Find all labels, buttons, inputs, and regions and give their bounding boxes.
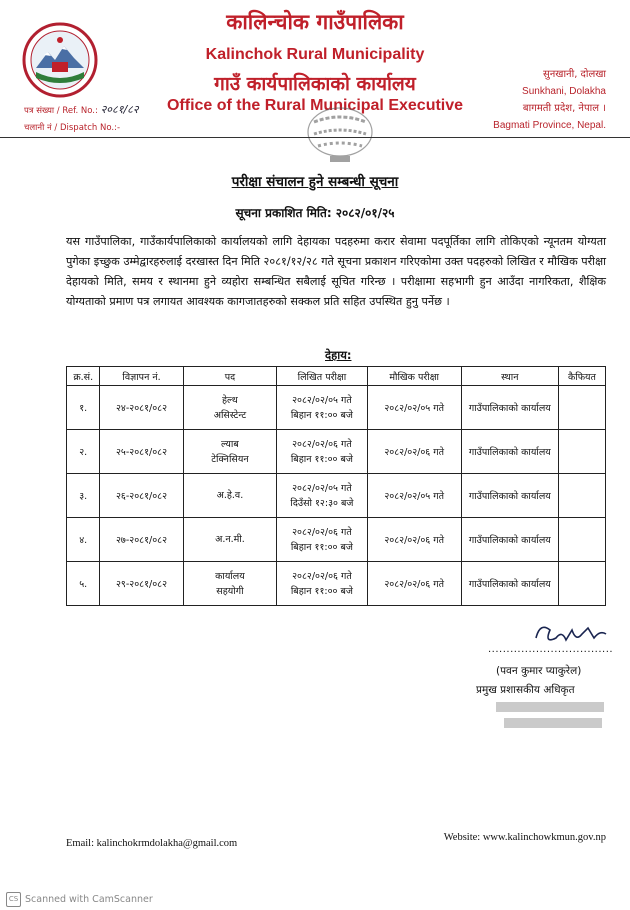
signatory-name: (पवन कुमार प्याकुरेल) [496, 665, 582, 677]
cell-post: अ.न.मी. [183, 518, 277, 562]
cell-adv-no: २९-२०८१/०८२ [100, 562, 183, 606]
cell-written-exam: २०८२/०२/०६ गते बिहान ११:०० बजे [277, 518, 367, 562]
cell-remarks [558, 386, 605, 430]
cell-written-exam: २०८२/०२/०५ गते दिउँसो १२:३० बजे [277, 474, 367, 518]
cell-oral-exam: २०८२/०२/०५ गते [367, 386, 461, 430]
notice-title: परीक्षा संचालन हुने सम्बन्धी सूचना [231, 174, 399, 190]
notice-body: यस गाउँपालिका, गाउँकार्यपालिकाको कार्यालयको लागि देहायका पदहरुमा करार सेवामा पदपूर्तिका लागि तोकिएको न्यूनतम योग्यता पुगेका इच्छुक उम्मेद्वारहरुलाई दरखास्त दिन मिति २०८१/१२/२८ गते सूचना प्रकाशन गरिएकोमा उक्त पदहरुको लिखित र मौखिक परीक्षा देहायको मिति, समय र स्थानमा हुने व्यहोरा सम्बन्धित सबैलाई सूचित गरिन्छ । परीक्षामा सहभागी हुन आउँदा नागरिकता, शैक्षिक योग्यताको प्रमाण पत्र लगायत आवश्यक कागजातहरुको सक्कल प्रति सहित उपस्थित हुनु पर्नेछ । [66, 235, 606, 308]
cell-oral-exam: २०८२/०२/०६ गते [367, 430, 461, 474]
table-caption: देहाय: [325, 348, 352, 362]
cell-oral-exam: २०८२/०२/०६ गते [367, 518, 461, 562]
cell-place: गाउँपालिकाको कार्यालय [461, 430, 558, 474]
cell-adv-no: २५-२०८१/०८२ [100, 430, 183, 474]
english-office-name: Office of the Rural Municipal Executive [166, 97, 464, 114]
signatory-designation: प्रमुख प्रशासकीय अधिकृत [476, 684, 575, 696]
cell-remarks [558, 430, 605, 474]
header-oral-exam: मौखिक परीक्षा [367, 367, 461, 386]
ref-no-value: २०८१/८२ [100, 103, 139, 116]
cell-remarks [558, 562, 605, 606]
header-adv-no: विज्ञापन नं. [100, 367, 183, 386]
footer-website: Website: www.kalinchowkmun.gov.np [443, 832, 606, 843]
header-remarks: कैफियत [558, 367, 605, 386]
cell-sn: २. [67, 430, 100, 474]
name-stamp [490, 698, 608, 734]
cell-place: गाउँपालिकाको कार्यालय [461, 518, 558, 562]
cell-adv-no: २६-२०८१/०८२ [100, 474, 183, 518]
cell-written-exam: २०८२/०२/०६ गते बिहान ११:०० बजे [277, 430, 367, 474]
header-sn: क्र.सं. [67, 367, 100, 386]
english-municipality-name: Kalinchok Rural Municipality [205, 46, 425, 63]
ref-no-label: पत्र संख्या / Ref. No.: २०८१/८२ [24, 103, 139, 116]
table-row [67, 386, 606, 430]
cell-post: हेल्थ असिस्टेन्ट [183, 386, 277, 430]
cell-oral-exam: २०८२/०२/०५ गते [367, 474, 461, 518]
office-stamp [300, 100, 380, 170]
cell-sn: ४. [67, 518, 100, 562]
nepali-municipality-name: कालिन्चोक गाउँपालिका [226, 10, 404, 34]
camscanner-icon: CS [6, 892, 21, 907]
address-nepali-1: सुनखानी, दोलखा [542, 69, 606, 80]
table-row [67, 518, 606, 562]
header-written-exam: लिखित परीक्षा [277, 367, 367, 386]
cell-sn: ५. [67, 562, 100, 606]
nepali-office-name: गाउँ कार्यपालिकाको कार्यालय [214, 73, 416, 95]
signature-dots: .................................. [488, 644, 614, 655]
cell-place: गाउँपालिकाको कार्यालय [461, 562, 558, 606]
address-english-1: Sunkhani, Dolakha [522, 86, 606, 97]
header-divider [0, 137, 630, 138]
table-row [67, 474, 606, 518]
cell-post: कार्यालय सहयोगी [183, 562, 277, 606]
cell-post: अ.हे.व. [183, 474, 277, 518]
address-nepali-2: बागमती प्रदेश, नेपाल । [522, 103, 606, 114]
footer-email: Email: kalinchokrmdolakha@gmail.com [66, 838, 238, 849]
cell-oral-exam: २०८२/०२/०६ गते [367, 562, 461, 606]
cell-remarks [558, 518, 605, 562]
cell-adv-no: २४-२०८१/०८२ [100, 386, 183, 430]
header-post: पद [183, 367, 277, 386]
address-block [436, 66, 606, 134]
scanner-watermark-text: Scanned with CamScanner [25, 894, 153, 905]
dispatch-no-label: चलानी नं / Dispatch No.:- [24, 123, 121, 133]
notice-published-date: सूचना प्रकाशित मिति: २०८२/०१/२५ [235, 206, 395, 220]
exam-schedule-table [66, 366, 606, 606]
header-place: स्थान [461, 367, 558, 386]
cell-remarks [558, 474, 605, 518]
cell-written-exam: २०८२/०२/०६ गते बिहान ११:०० बजे [277, 562, 367, 606]
cell-sn: ३. [67, 474, 100, 518]
cell-sn: १. [67, 386, 100, 430]
cell-post: ल्याब टेक्निसियन [183, 430, 277, 474]
table-header-row [67, 367, 606, 386]
address-english-2: Bagmati Province, Nepal. [493, 120, 606, 131]
cell-written-exam: २०८२/०२/०५ गते बिहान ११:०० बजे [277, 386, 367, 430]
cell-place: गाउँपालिकाको कार्यालय [461, 386, 558, 430]
cell-place: गाउँपालिकाको कार्यालय [461, 474, 558, 518]
municipality-emblem [22, 22, 98, 98]
scanner-watermark [6, 892, 153, 907]
cell-adv-no: २७-२०८१/०८२ [100, 518, 183, 562]
table-row [67, 430, 606, 474]
table-row [67, 562, 606, 606]
